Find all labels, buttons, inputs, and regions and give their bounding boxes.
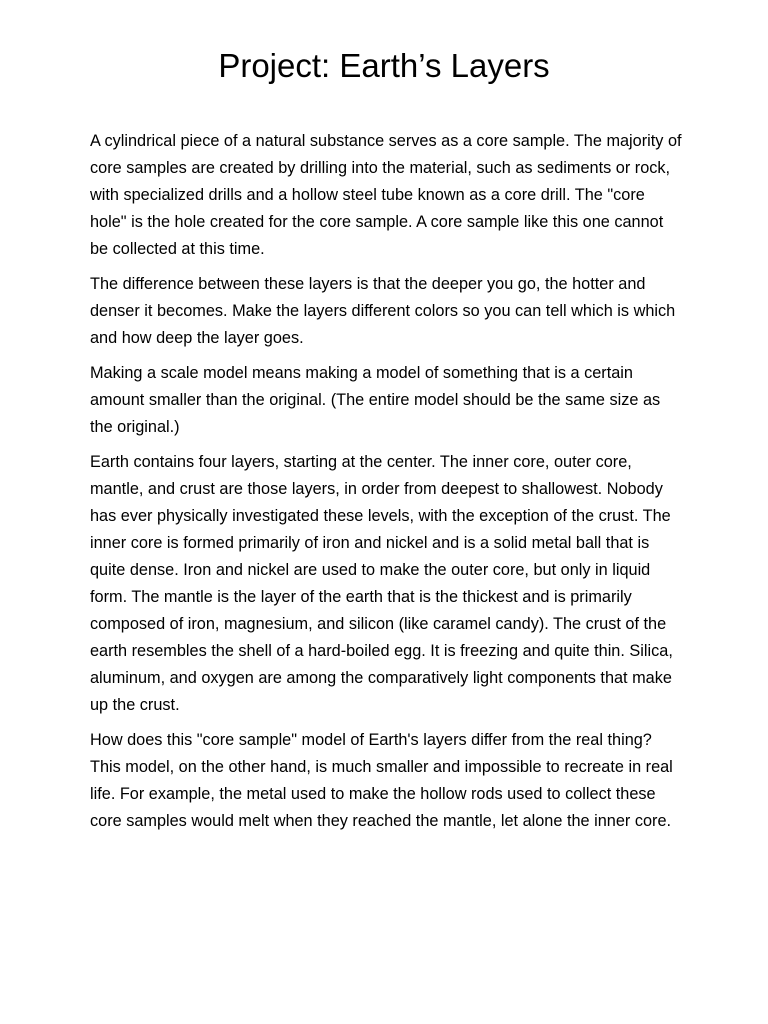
document-body bbox=[90, 128, 682, 843]
paragraph-scale-model: Making a scale model means making a model of something that is a certain amount smaller than the original. (The entire model should be the same size as the original.) bbox=[90, 364, 661, 436]
paragraph-model-comparison: How does this "core sample" model of Earth's layers differ from the real thing? This model, on the other hand, is much smaller and impossible to recreate in real life. For example, the metal used to make the hollow rods used to collect these core samples would melt when they reached the mantle, let alone the inner core. bbox=[90, 731, 673, 830]
paragraph-layer-differences: The difference between these layers is that the deeper you go, the hotter and denser it becomes. Make the layers different colors so you can tell which is which and how deep the layer goes. bbox=[90, 275, 676, 347]
paragraph-earth-layers: Earth contains four layers, starting at the center. The inner core, outer core, mantle, and crust are those layers, in order from deepest to shallowest. Nobody has ever physically investigated these levels, with the exception of the crust. The inner core is formed primarily of iron and nickel and is a solid metal ball that is quite dense. Iron and nickel are used to make the outer core, but only in liquid form. The mantle is the layer of the earth that is the thickest and is primarily composed of iron, magnesium, and silicon (like caramel candy). The crust of the earth resembles the shell of a hard-boiled egg. It is freezing and quite thin. Silica, aluminum, and oxygen are among the comparatively light components that make up the crust. bbox=[90, 453, 673, 714]
page-title: Project: Earth’s Layers bbox=[218, 47, 550, 84]
paragraph-core-sample: A cylindrical piece of a natural substance serves as a core sample. The majority of core samples are created by drilling into the material, such as sediments or rock, with specialized drills and a hollow steel tube known as a core drill. The "core hole" is the hole created for the core sample. A core sample like this one cannot be collected at this time. bbox=[90, 132, 682, 258]
